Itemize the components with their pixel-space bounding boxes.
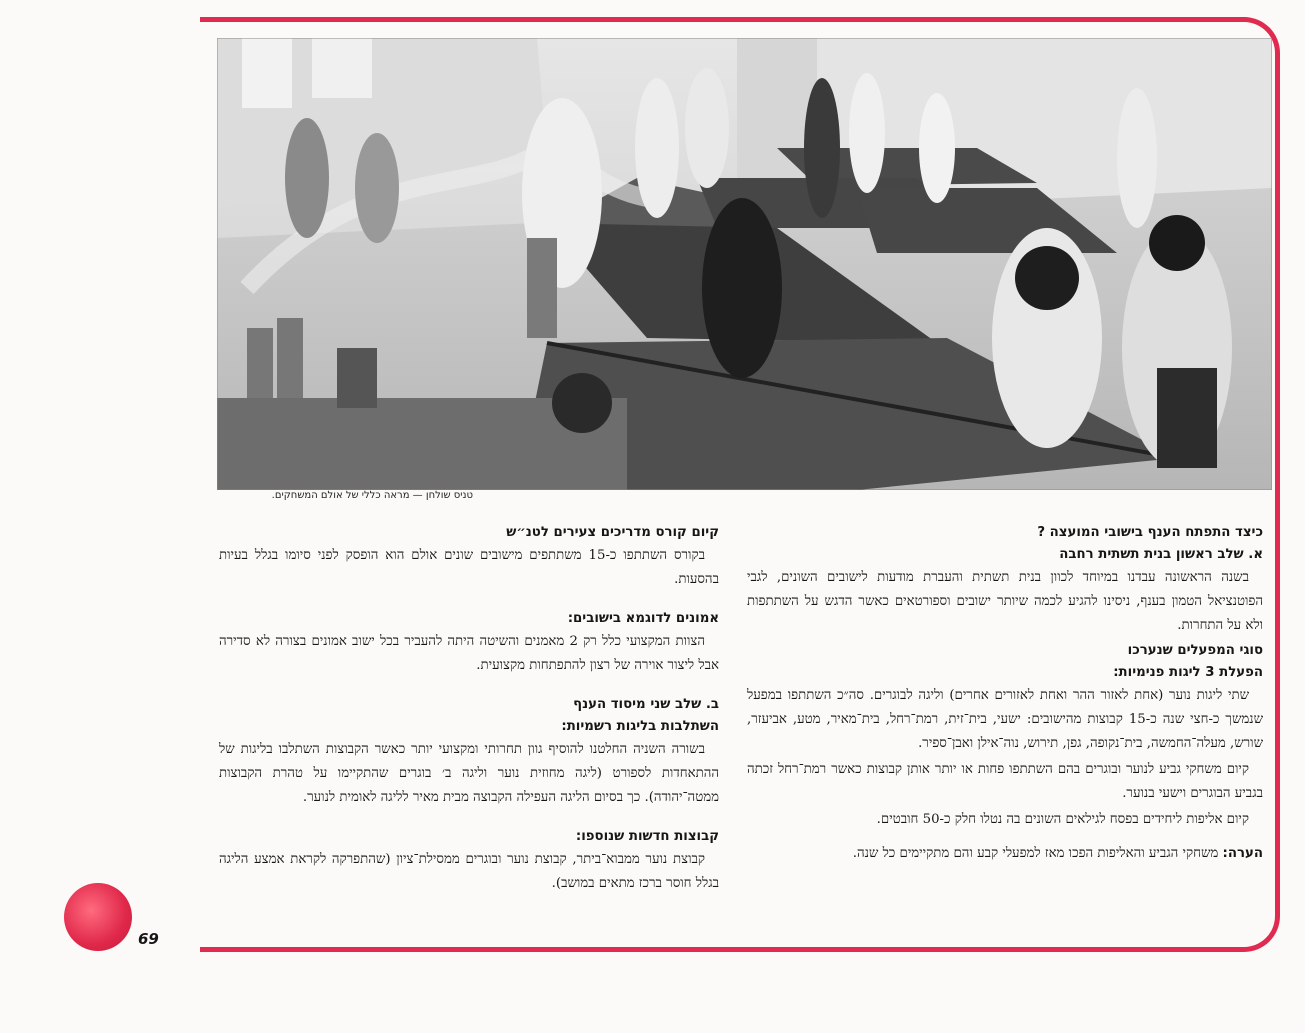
coaches-heading: אמונים לדוגמא בישובים: — [567, 611, 719, 626]
page-number: 69 — [138, 930, 159, 948]
course-heading: קיום קורס מדריכים צעירים לטנ״ש — [506, 525, 719, 540]
internal-leagues-heading: הפעלת 3 ליגות פנימיות: — [1113, 665, 1263, 680]
right-column — [747, 522, 1263, 868]
stage-b-heading: ב. שלב שני מיסוד הענף — [573, 697, 719, 712]
event-types-heading: סוגי המפעלים שנערכו — [1127, 643, 1263, 658]
note-label: הערה: — [1222, 846, 1263, 861]
new-teams-paragraph: קבוצת נוער ממבוא־ביתר, קבוצת נוער ובוגרים ממסילת־ציון (שהתפרקה לקראת אמצע הליגה בגלל חוסר ברכז מתאים במושב). — [219, 852, 719, 891]
photo-caption: טניס שולחן — מראה כללי של אולם המשחקים. — [271, 490, 473, 501]
frame-top-line — [218, 17, 238, 22]
leagues-paragraph: שתי ליגות נוער (אחת לאזור ההר ואחת לאזורים אחרים) וליגה לבוגרים. סה״כ השתתפו במפעל שנמשך כ-חצי שנה כ-15 קבוצות מהישובים: ישעי, בית־זית, רמת־רחל, בית־מאיר, מטע, אביעזר, שורש, מעלה־החמשה, בית־נקופה, גפן, תירוש, נוה־אילן ואבן־ספיר. — [747, 688, 1263, 751]
cup-paragraph: קיום משחקי גביע לנוער ובוגרים בהם השתתפו פחות או יותר אותן קבוצות כאשר רמת־רחל זכתה בגביע הבוגרים וישעי בנוער. — [747, 762, 1263, 801]
official-leagues-heading: השתלבות בליגות רשמיות: — [561, 719, 719, 734]
coaches-paragraph: הצוות המקצועי כלל רק 2 מאמנים והשיטה היתה להעביר בכל ישוב אמונים בצורה לא סדירה אבל ליצור אוירה של רצון להתפתחות מקצועית. — [219, 634, 719, 673]
note-text: משחקי הגביע והאליפות הפכו מאז למפעלי קבע והם מתקיימים כל שנה. — [852, 846, 1219, 861]
ping-pong-ball-graphic — [64, 883, 132, 951]
stage-a-paragraph: בשנה הראשונה עבדנו במיוחד לכוון בנית תשתית והעברת מודעות לישובים השונים, לגבי הפוטנציאל הטמון בענף, ניסינו להגיע לכמה שיותר ישובים וספורטאים כאשר הדגש על השתתפות ולא על התחרות. — [747, 570, 1263, 633]
new-teams-heading: קבוצות חדשות שנוספו: — [575, 829, 719, 844]
table-tennis-hall-photo — [217, 38, 1272, 490]
section-title: כיצד התפתח הענף בישובי המועצה ? — [1037, 525, 1263, 540]
official-leagues-paragraph: בשורה השניה החלטנו להוסיף גוון תחרותי ומקצועי יותר כאשר הקבוצות השתלבו בליגות של ההתאחדות לספורט (ליגה מחוזית נוער וליגה ב׳ בוגרים שהתקיימו על טהרת הקבוצות ממטה־יהודה). כך בסיום הליגה העפילה הקבוצה מבית מאיר לליגה לאומית לנוער. — [219, 742, 719, 805]
left-column — [219, 522, 719, 898]
championship-paragraph: קיום אליפות ליחידים בפסח לגילאים השונים בה נטלו חלק כ-50 חובטים. — [876, 812, 1249, 827]
note-paragraph — [747, 842, 1263, 866]
course-paragraph: בקורס השתתפו כ-15 משתתפים מישובים שונים אולם הוא הופסק לפני סיומו בגלל בעיות בהסעות. — [219, 548, 719, 587]
stage-a-heading: א. שלב ראשון בנית תשתית רחבה — [1059, 547, 1263, 562]
